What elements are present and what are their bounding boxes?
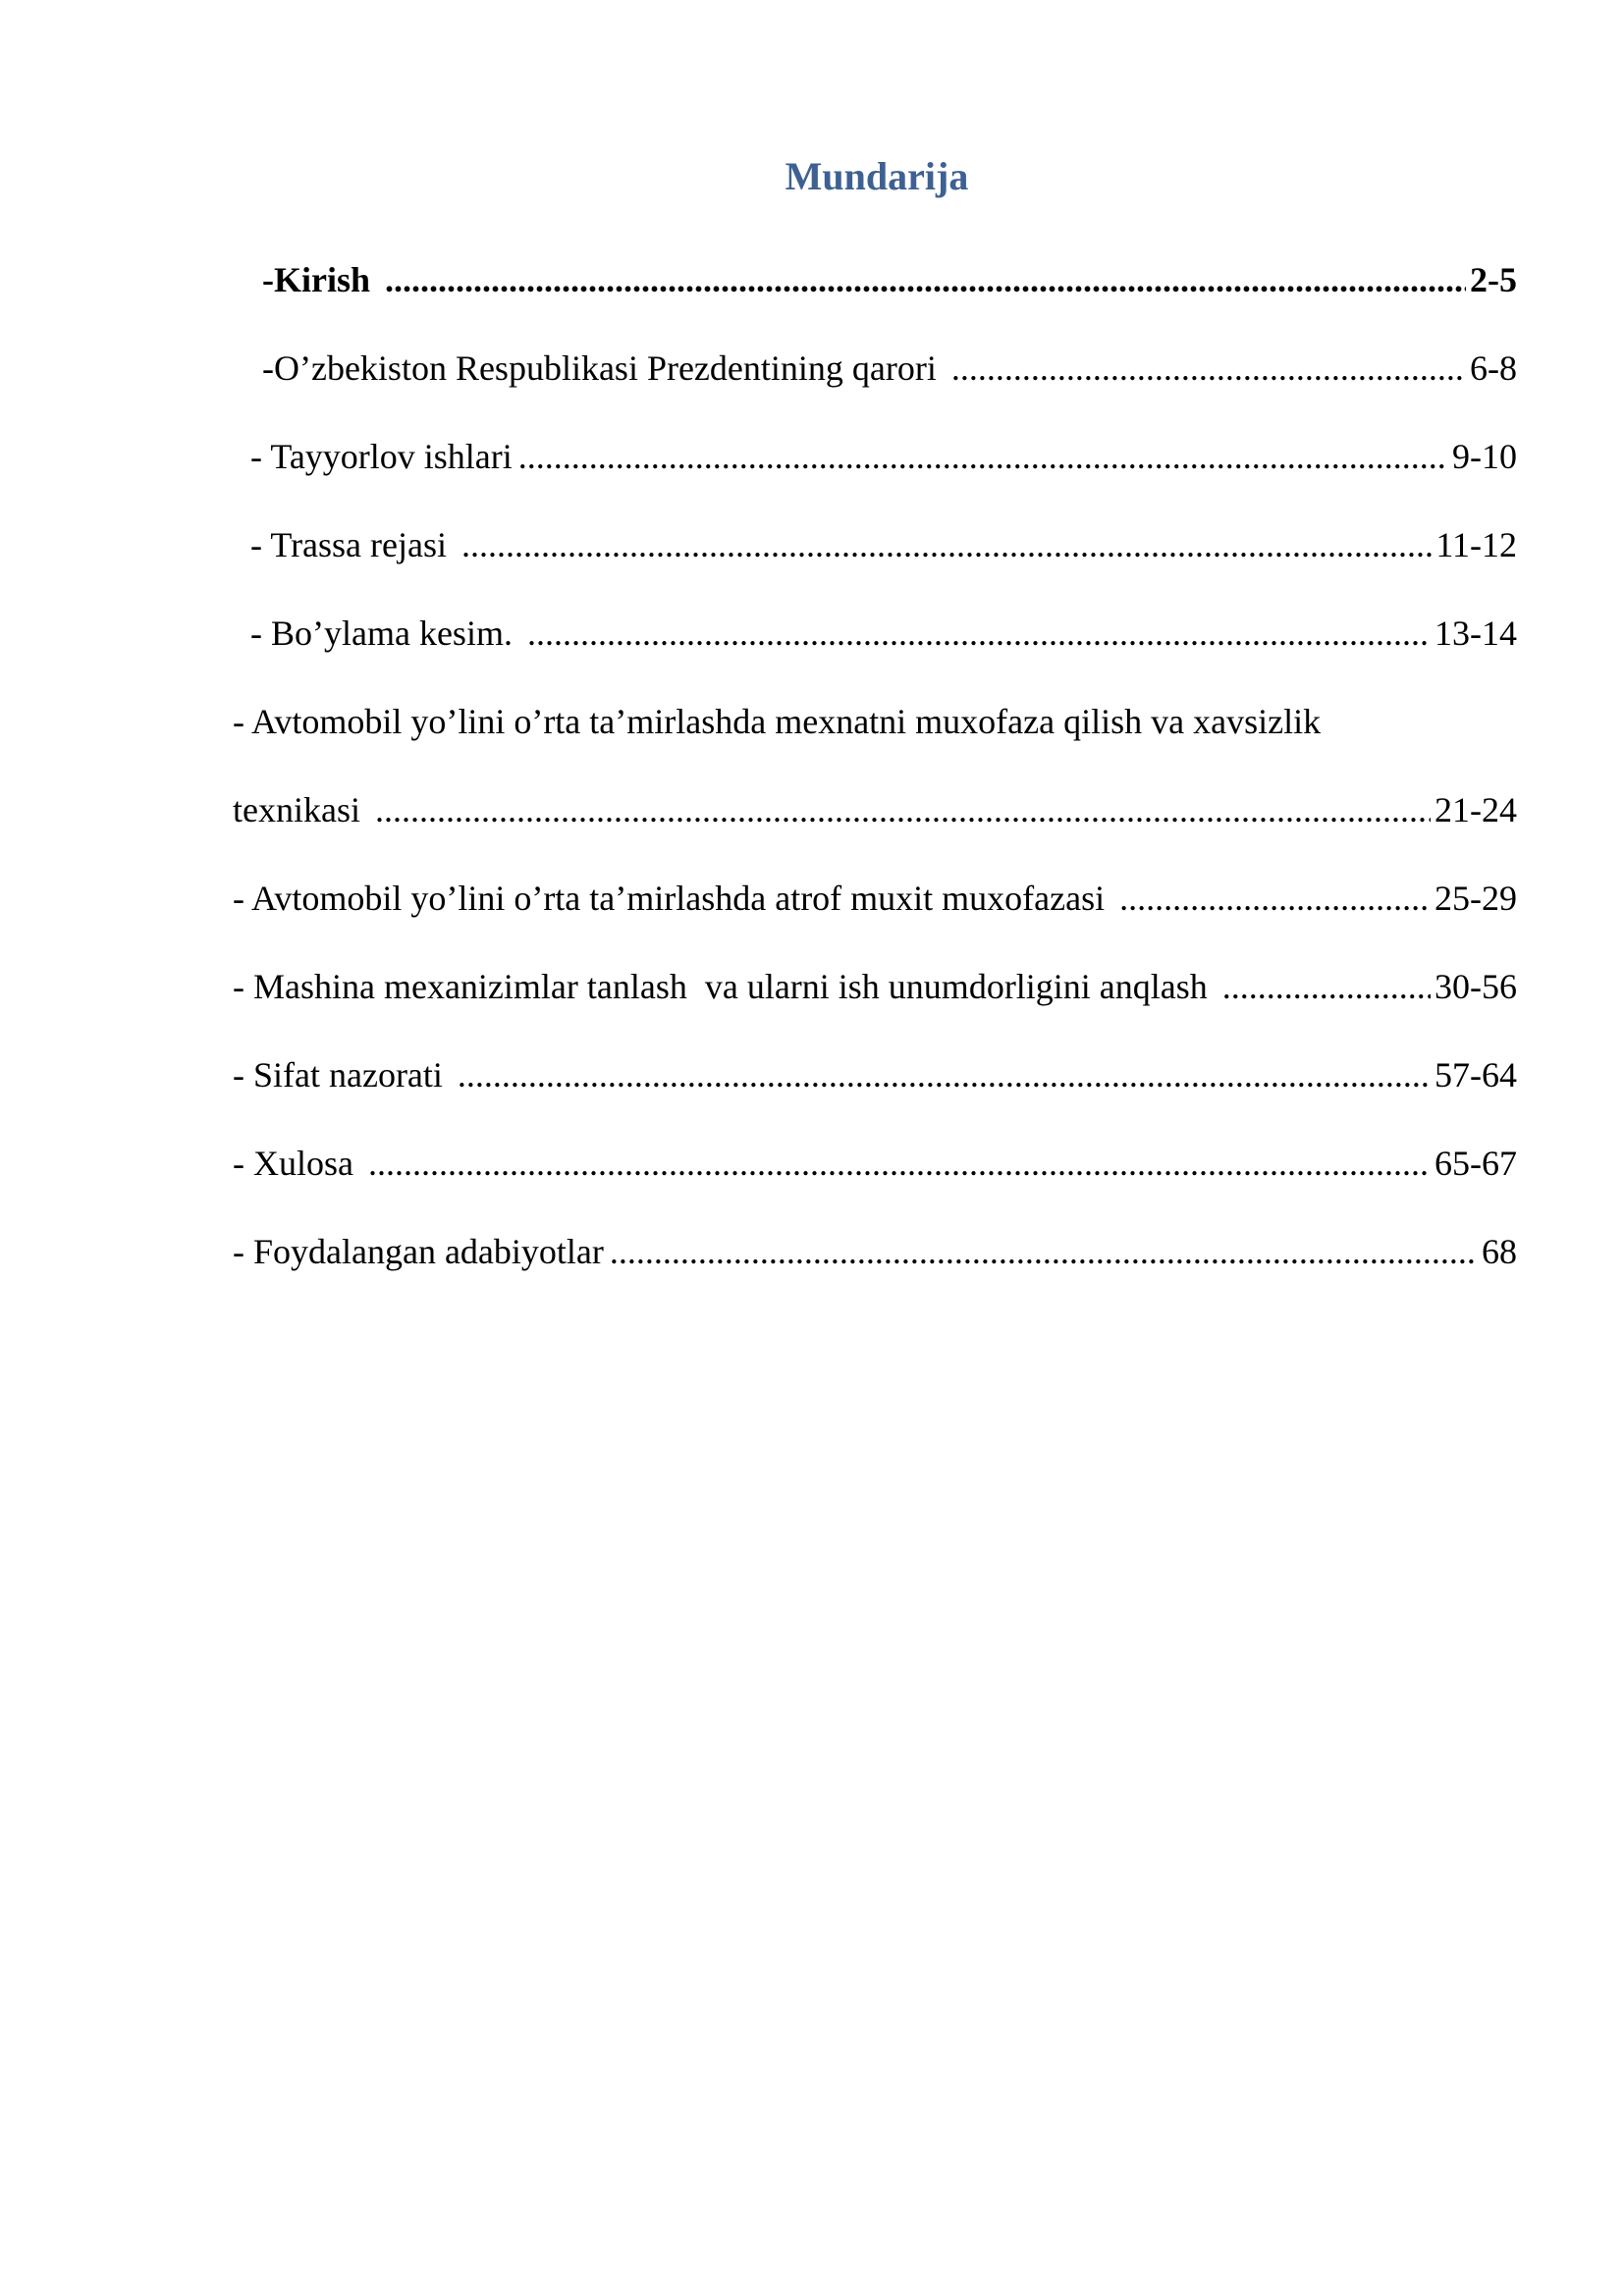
toc-entry[interactable] [233,589,1517,677]
toc-dot-leader [368,1143,1431,1184]
toc-entry-page: 65-67 [1435,1144,1517,1183]
toc-entry-label: - Mashina mexanizimlar tanlash va ularni ish unumdorligini anqlash [233,967,1217,1006]
toc-entry-page: 21-24 [1435,790,1517,829]
toc-dot-leader [518,436,1448,477]
toc-entry[interactable] [233,1031,1517,1119]
toc-entry-label: -O’zbekiston Respublikasi Prezdentining qarori [262,348,946,388]
toc-entry-label: - Trassa rejasi [250,525,456,564]
toc-entry-page: 2-5 [1470,260,1517,299]
toc-title: Mundarija [785,154,969,198]
toc-entry-page: 68 [1482,1232,1517,1271]
toc-dot-leader [461,524,1432,565]
toc-entry[interactable] [233,324,1517,412]
table-of-contents [233,236,1517,1296]
toc-entry[interactable] [233,501,1517,589]
toc-dot-leader [527,613,1431,654]
toc-entry-label-line1: - Avtomobil yo’lini o’rta ta’mirlashda mexnatni muxofaza qilish va xavsizlik [233,702,1322,741]
toc-entry[interactable] [233,1119,1517,1207]
toc-entry[interactable] [233,942,1517,1031]
toc-entry[interactable] [233,677,1517,854]
toc-entry-label: - Avtomobil yo’lini o’rta ta’mirlashda atrof muxit muxofazasi [233,879,1114,918]
toc-entry[interactable] [233,854,1517,942]
toc-entry-label: - Tayyorlov ishlari [250,437,513,476]
toc-entry[interactable] [233,412,1517,501]
toc-entry-page: 25-29 [1435,879,1517,918]
toc-entry-label: - Foydalangan adabiyotlar [233,1232,604,1271]
toc-dot-leader [610,1231,1478,1272]
toc-dot-leader [1119,878,1431,919]
toc-entry-label: texnikasi [233,790,369,829]
toc-entry-page: 30-56 [1435,967,1517,1006]
toc-dot-leader [458,1054,1431,1095]
toc-entry-label: - Sifat nazorati [233,1055,452,1095]
toc-entry-page: 13-14 [1435,614,1517,653]
toc-dot-leader [951,347,1466,389]
toc-dot-leader [1222,966,1431,1007]
toc-entry[interactable] [233,236,1517,324]
toc-entry-label: - Xulosa [233,1144,362,1183]
toc-dot-leader [385,259,1466,300]
toc-entry-label: -Kirish [262,260,380,299]
toc-entry-page: 6-8 [1470,348,1517,388]
toc-entry-label: - Bo’ylama kesim. [250,614,521,653]
toc-entry[interactable] [233,1207,1517,1296]
toc-entry-page: 57-64 [1435,1055,1517,1095]
toc-dot-leader [375,789,1431,830]
toc-entry-page: 9-10 [1452,437,1517,476]
toc-entry-page: 11-12 [1435,525,1517,564]
